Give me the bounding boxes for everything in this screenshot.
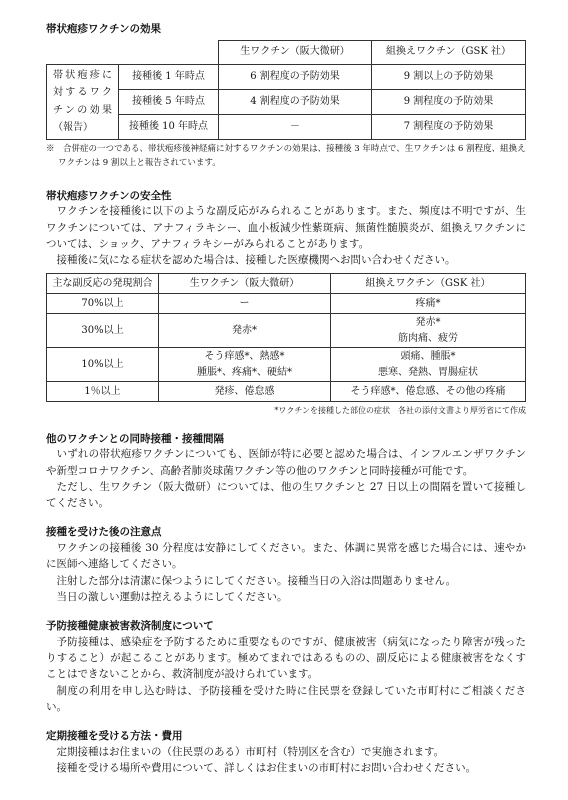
row-label: 接種後 10 年時点 <box>119 114 219 139</box>
table-row <box>47 40 526 64</box>
table-footnote: *ワクチンを接種した部位の症状 各社の添付文書より厚労省にて作成 <box>274 406 526 416</box>
table-row <box>47 314 526 348</box>
cell-recomb: 疼痛* <box>331 294 526 314</box>
simultaneous-paragraph-1: いずれの帯状疱疹ワクチンについても、医師が特に必要と認めた場合は、インフルエンザワクチンや新型コロナワクチン、高齢者肺炎球菌ワクチン等の他のワクチンと同時接種が可能です。 <box>46 448 526 477</box>
cell-live: そう痒感*、熱感* 腫脹*、疼痛*、硬結* <box>159 348 331 382</box>
effect-table <box>46 40 526 140</box>
how-paragraph-1: 定期接種はお住まいの（住民票のある）市町村（特別区を含む）で実施されます。 <box>56 745 445 758</box>
table-row <box>47 64 526 89</box>
table-row <box>47 89 526 114</box>
relief-paragraph-2: 制度の利用を申し込む時は、予防接種を受けた時に住民票を登録していた市町村にご相談ください。 <box>46 684 526 713</box>
after-paragraph-1: ワクチンの接種後 30 分程度は安静にしてください。また、体調に異常を感じた場合には、速やかに医師へ連絡してください。 <box>46 542 526 571</box>
cell-live: 発疹、倦怠感 <box>159 382 331 402</box>
rate-cell: 70%以上 <box>47 294 159 314</box>
table-row <box>47 114 526 139</box>
cell-recomb: 発赤* 筋肉痛、疲労 <box>331 314 526 348</box>
table-row <box>47 274 526 294</box>
cell-live: ー <box>159 294 331 314</box>
cell-recomb: 7 割程度の予防効果 <box>372 114 526 139</box>
document-page <box>46 22 526 776</box>
section-title-after: 接種を受けた後の注意点 <box>46 526 162 539</box>
effect-note: ※ 合併症の一つである、帯状疱疹後神経痛に対するワクチンの効果は、接種後 3 年時点で、生ワクチンは 6 割程度、組換えワクチンは 9 割以上と報告されています。 <box>46 143 526 169</box>
section-title-relief: 予防接種健康被害救済制度について <box>46 620 214 633</box>
side-effect-table <box>46 273 526 402</box>
table-row <box>47 382 526 402</box>
cell-recomb: 9 割程度の予防効果 <box>372 89 526 114</box>
section-title-simultaneous: 他のワクチンとの同時接種・接種間隔 <box>46 432 224 445</box>
cell-recomb: そう痒感*、倦怠感、その他の疼痛 <box>331 382 526 402</box>
rate-cell: 10%以上 <box>47 348 159 382</box>
cell-live: － <box>219 114 372 139</box>
row-group-header: 帯状疱疹に対するワクチンの効果（報告） <box>47 64 119 139</box>
section-title-safety: 帯状疱疹ワクチンの安全性 <box>46 189 172 202</box>
how-paragraph-2: 接種を受ける場所や費用について、詳しくはお住まいの市町村にお問い合わせください。 <box>56 762 477 775</box>
rate-cell: 30%以上 <box>47 314 159 348</box>
col-header-recomb: 組換えワクチン（GSK 社） <box>372 40 526 64</box>
section-title-how: 定期接種を受ける方法・費用 <box>46 730 183 743</box>
cell-recomb: 頭痛、腫脹* 悪寒、発熱、胃腸症状 <box>331 348 526 382</box>
after-paragraph-3: 当日の激しい運動は控えるようにしてください。 <box>56 590 288 603</box>
row-label: 接種後 5 年時点 <box>119 89 219 114</box>
col-header-live: 生ワクチン（阪大微研） <box>219 40 372 64</box>
safety-paragraph-1: ワクチンを接種後に以下のような副反応がみられることがあります。また、頻度は不明ですが、生ワクチンについては、アナフィラキシー、血小板減少性紫斑病、無菌性髄膜炎が、組換えワクチンについては、ショック、アナフィラキシーがみられることがあります。 <box>46 205 526 250</box>
col-header-recomb: 組換えワクチン（GSK 社） <box>331 274 526 294</box>
empty-corner-cell <box>47 40 219 64</box>
safety-paragraph-2: 接種後に気になる症状を認めた場合は、接種した医療機関へお問い合わせください。 <box>56 254 456 267</box>
col-header-live: 生ワクチン（阪大微研） <box>159 274 331 294</box>
cell-live: 4 割程度の予防効果 <box>219 89 372 114</box>
cell-live: 発赤* <box>159 314 331 348</box>
section-title-effect: 帯状疱疹ワクチンの効果 <box>46 23 161 35</box>
row-label: 接種後 1 年時点 <box>119 64 219 89</box>
after-paragraph-2: 注射した部分は清潔に保つようにしてください。接種当日の入浴は問題ありません。 <box>56 574 457 587</box>
cell-recomb: 9 割以上の予防効果 <box>372 64 526 89</box>
simultaneous-paragraph-2: ただし、生ワクチン（阪大微研）については、他の生ワクチンと 27 日以上の間隔を置いて接種してください。 <box>46 480 526 510</box>
col-header-rate: 主な副反応の発現割合 <box>47 274 159 294</box>
relief-paragraph-1: 予防接種は、感染症を予防するために重要なものですが、健康被害（病気になったり障害が残ったりすること）が起こることがあります。極めてまれではあるものの、副反応による健康被害をなくすことはできないことから、救済制度が設けられています。 <box>46 635 526 681</box>
table-row <box>47 348 526 382</box>
table-row <box>47 294 526 314</box>
rate-cell: 1％以上 <box>47 382 159 402</box>
cell-live: 6 割程度の予防効果 <box>219 64 372 89</box>
